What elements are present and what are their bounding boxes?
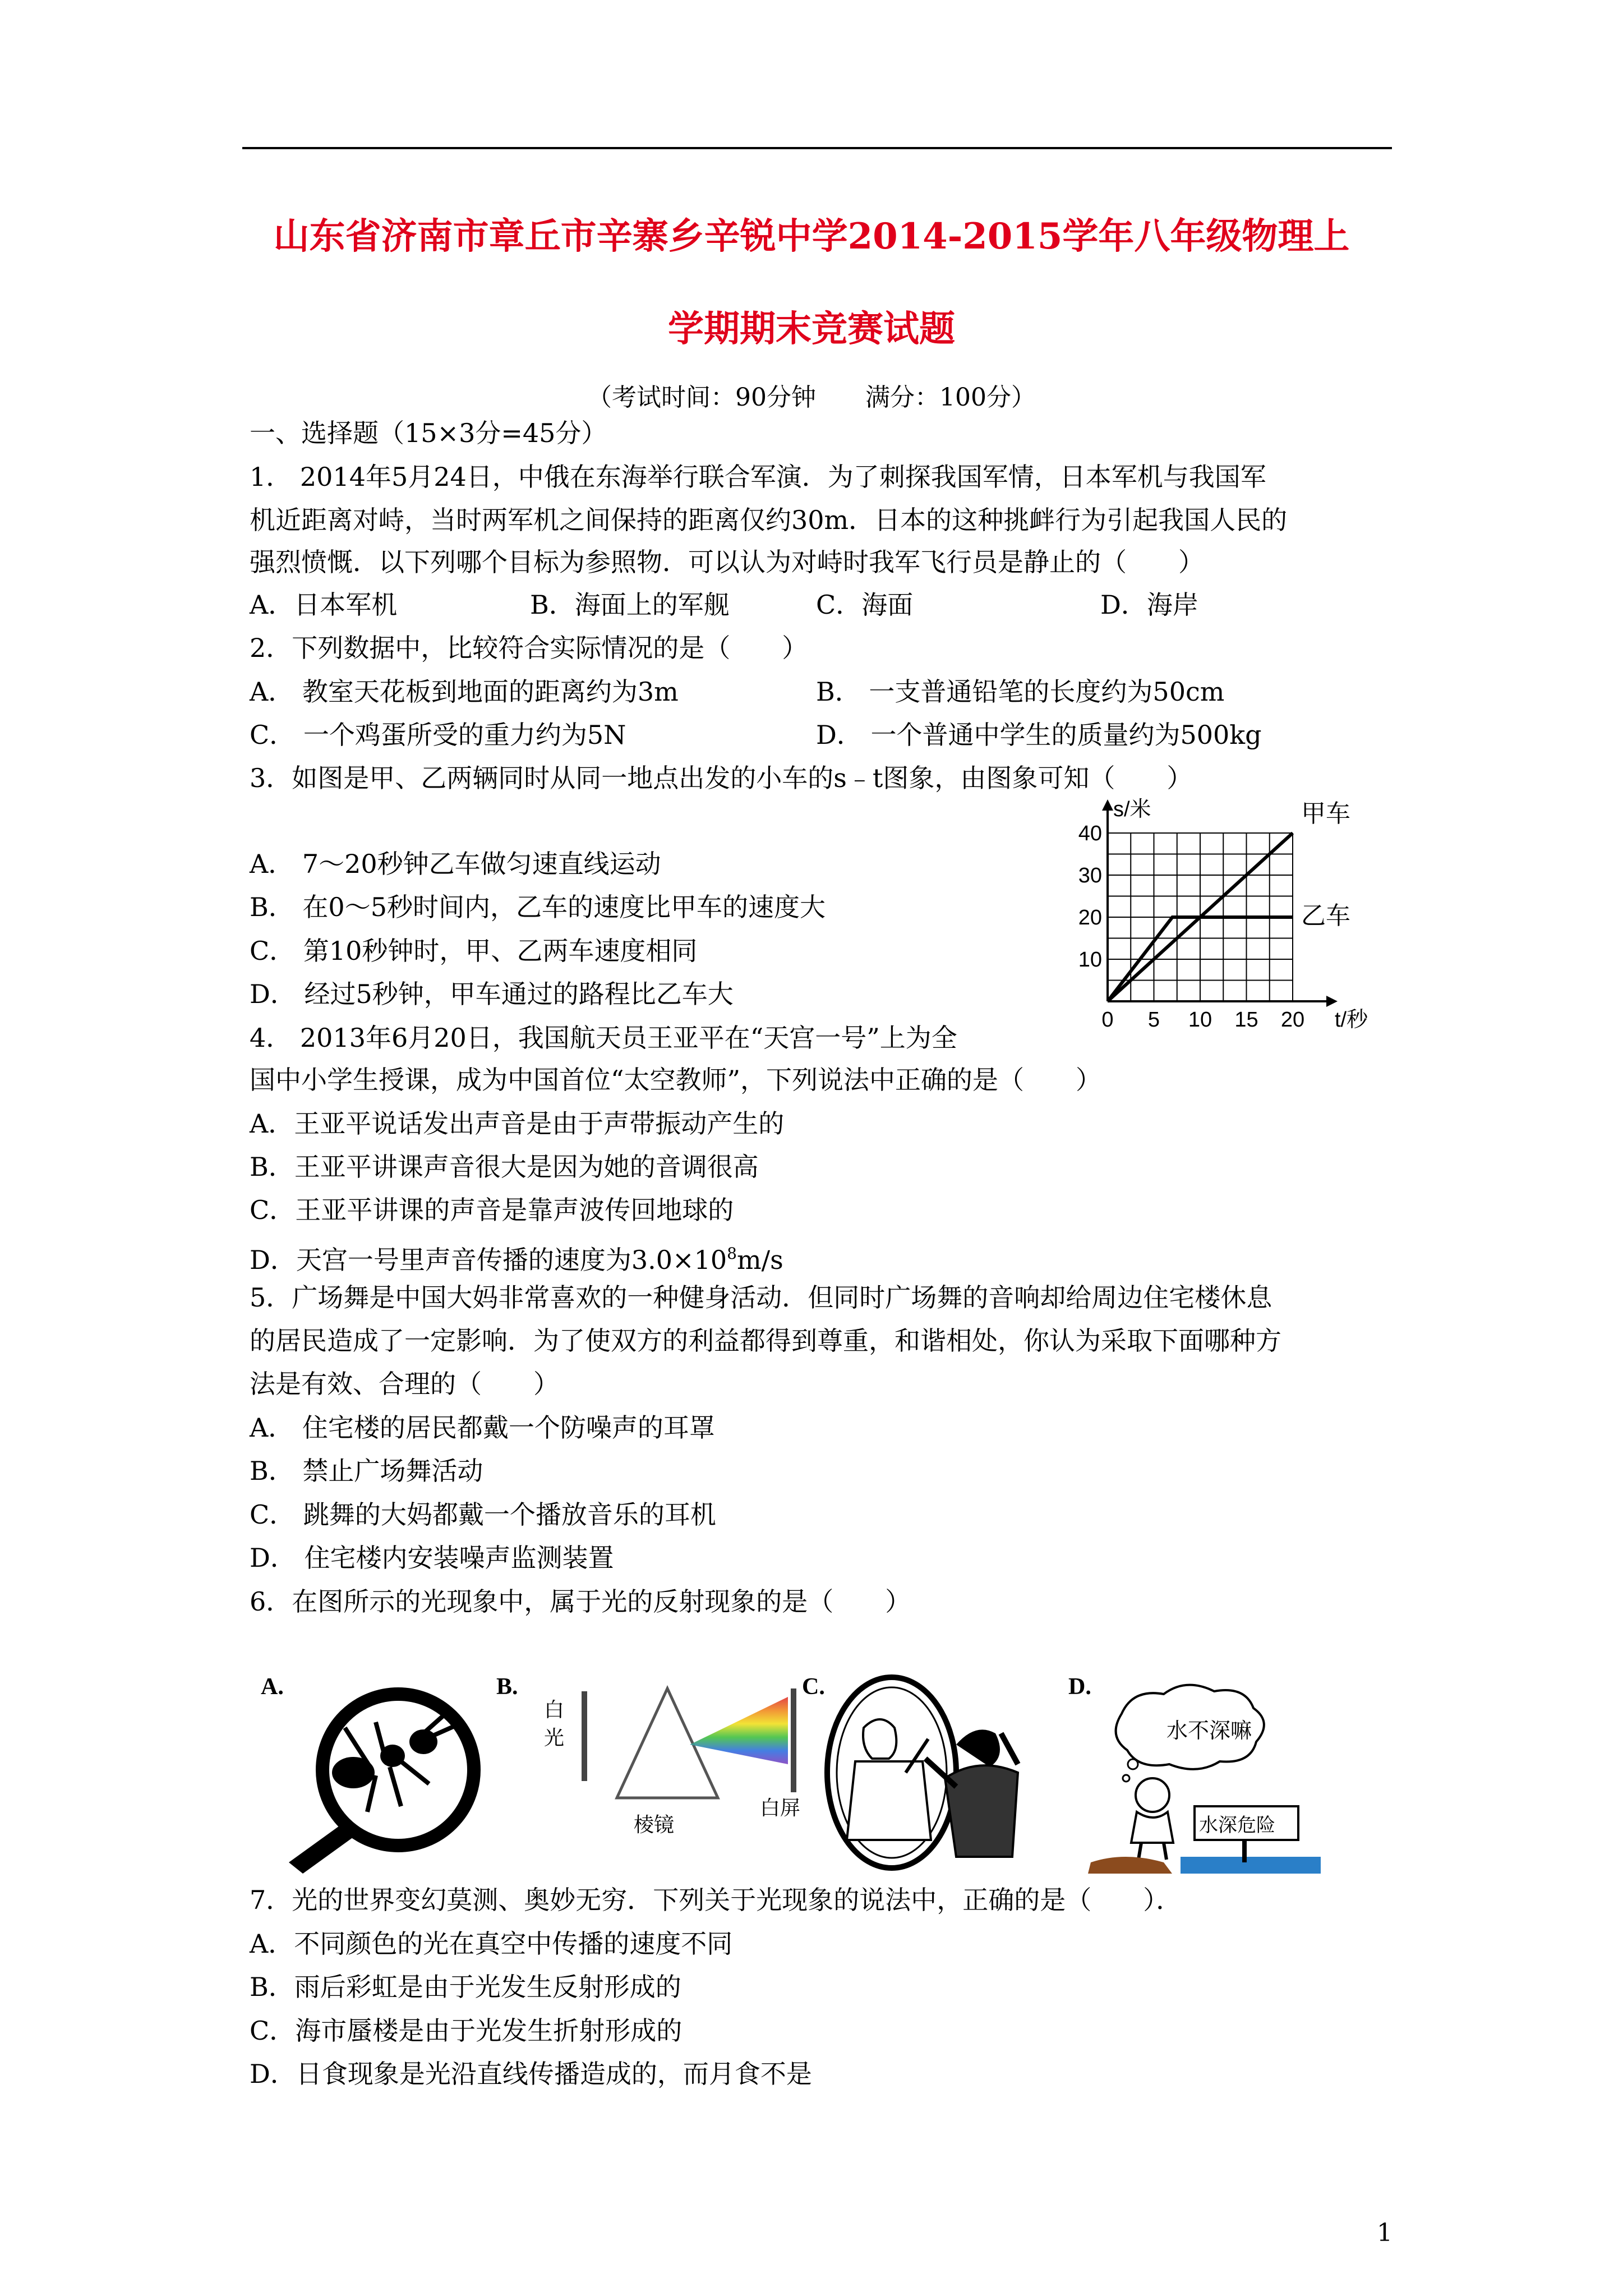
q1-option-c: C．海面 <box>816 590 914 620</box>
q2-option-a: A． 教室天花板到地面的距离约为3m <box>250 677 679 707</box>
q4-option-c: C．王亚平讲课的声音是靠声波传回地球的 <box>250 1195 734 1225</box>
q4-option-d <box>250 1237 783 1277</box>
q1-line1: 1． 2014年5月24日，中俄在东海举行联合军演．为了刺探我国军情，日本军机与我国军 <box>250 462 1266 492</box>
q4-line2: 国中小学生授课，成为中国首位“太空教师”，下列说法中正确的是（ ） <box>250 1065 1102 1095</box>
speech-bubble-text: 水不深嘛 <box>1166 1718 1252 1743</box>
q1-line2: 机近距离对峙，当时两军机之间保持的距离仅约30m．日本的这种挑衅行为引起我国人民的 <box>250 505 1288 535</box>
series-label-1: 甲车 <box>1301 800 1350 827</box>
q3-option-a: A． 7～20秒钟乙车做匀速直线运动 <box>250 849 661 879</box>
section-heading: 一、选择题（15×3分=45分） <box>250 418 607 448</box>
x-axis-arrow <box>1326 996 1338 1007</box>
q3-option-d: D． 经过5秒钟，甲车通过的路程比乙车大 <box>250 979 734 1009</box>
y-axis-arrow <box>1102 799 1113 811</box>
page-title-line1: 山东省济南市章丘市辛寨乡辛锐中学2014-2015学年八年级物理上 <box>273 215 1350 257</box>
q3-stem: 3．如图是甲、乙两辆同时从同一地点出发的小车的s﹣t图象，由图象可知（ ） <box>250 763 1193 793</box>
q1-line3: 强烈愤慨．以下列哪个目标为参照物．可以认为对峙时我军飞行员是静止的（ ） <box>250 547 1204 577</box>
fig-label-b: B. <box>496 1674 518 1700</box>
q2-option-c: C． 一个鸡蛋所受的重力约为5N <box>250 720 626 750</box>
q2-stem: 2．下列数据中，比较符合实际情况的是（ ） <box>250 633 808 663</box>
mirror-reflection-image <box>827 1677 1018 1868</box>
prism-dispersion-image <box>582 1688 796 1798</box>
fig-label-d: D. <box>1068 1674 1091 1700</box>
q6-stem: 6．在图所示的光现象中，属于光的反射现象的是（ ） <box>250 1586 911 1617</box>
q4-option-b: B．王亚平讲课声音很大是因为她的音调很高 <box>250 1152 759 1182</box>
q3-option-b: B． 在0～5秒时间内，乙车的速度比甲车的速度大 <box>250 892 826 922</box>
white-light-label-2: 光 <box>544 1727 565 1750</box>
q1-option-b: B．海面上的军舰 <box>530 590 730 620</box>
q1-option-a: A．日本军机 <box>250 590 398 620</box>
q7-option-d: D．日食现象是光沿直线传播造成的，而月食不是 <box>250 2059 812 2089</box>
exam-info: （考试时间：90分钟 满分：100分） <box>587 383 1036 412</box>
fig-label-a: A. <box>261 1674 284 1700</box>
warning-sign-text: 水深危险 <box>1199 1814 1275 1837</box>
q7-option-a: A．不同颜色的光在真空中传播的速度不同 <box>250 1929 733 1959</box>
q3-option-c: C． 第10秒钟时，甲、乙两车速度相同 <box>250 936 698 966</box>
q5-option-a: A． 住宅楼的居民都戴一个防噪声的耳罩 <box>250 1412 715 1443</box>
q4-line1: 4． 2013年6月20日，我国航天员王亚平在“天宫一号”上为全 <box>250 1023 957 1053</box>
page-number: 1 <box>1377 2219 1393 2247</box>
q4-option-a: A．王亚平说话发出声音是由于声带振动产生的 <box>250 1108 785 1139</box>
q5-line1: 5．广场舞是中国大妈非常喜欢的一种健身活动．但同时广场舞的音响却给周边住宅楼休息 <box>250 1282 1272 1313</box>
x-tick-label: 10 <box>1188 1008 1212 1032</box>
page-title-line2: 学期期末竞赛试题 <box>668 308 955 350</box>
white-light-label-1: 白 <box>544 1699 565 1722</box>
y-tick-label: 10 <box>1078 948 1102 972</box>
y-tick-label: 20 <box>1078 906 1102 930</box>
water-depth-image <box>1088 1685 1321 1874</box>
x-tick-label: 20 <box>1280 1008 1305 1032</box>
x-axis-label: t/秒 <box>1335 1008 1368 1032</box>
q7-option-b: B．雨后彩虹是由于光发生反射形成的 <box>250 1972 681 2002</box>
q4-option-d-unit: m/s <box>736 1245 783 1275</box>
st-graph <box>1077 798 1391 1038</box>
prism-label: 棱镜 <box>634 1814 675 1837</box>
q5-option-d: D． 住宅楼内安装噪声监测装置 <box>250 1543 614 1573</box>
q7-option-c: C．海市蜃楼是由于光发生折射形成的 <box>250 2016 683 2046</box>
q4-option-d-exponent: 8 <box>727 1244 737 1263</box>
q2-option-d: D． 一个普通中学生的质量约为500kg <box>816 720 1262 750</box>
series-label-2: 乙车 <box>1301 902 1350 930</box>
q1-option-d: D．海岸 <box>1100 590 1198 620</box>
x-tick-label: 15 <box>1234 1008 1258 1032</box>
q5-option-b: B． 禁止广场舞活动 <box>250 1456 483 1486</box>
q7-stem: 7．光的世界变幻莫测、奥妙无穷．下列关于光现象的说法中，正确的是（ ）． <box>250 1885 1182 1915</box>
q5-line2: 的居民造成了一定影响．为了使双方的利益都得到尊重，和谐相处，你认为采取下面哪种方 <box>250 1326 1281 1356</box>
light-phenomena-figure <box>255 1666 1321 1874</box>
q4-option-d-text: D．天宫一号里声音传播的速度为3.0×10 <box>250 1245 727 1275</box>
x-tick-label: 0 <box>1101 1008 1114 1032</box>
q5-line3: 法是有效、合理的（ ） <box>250 1369 559 1399</box>
header-rule <box>242 147 1392 149</box>
y-tick-label: 30 <box>1078 864 1102 887</box>
q5-option-c: C． 跳舞的大妈都戴一个播放音乐的耳机 <box>250 1499 716 1530</box>
magnifier-ant-image <box>289 1694 474 1874</box>
y-tick-label: 40 <box>1078 822 1102 845</box>
screen-label: 白屏 <box>760 1797 801 1820</box>
y-axis-label: s/米 <box>1113 798 1151 821</box>
fig-label-c: C. <box>802 1674 825 1700</box>
q2-option-b: B． 一支普通铅笔的长度约为50cm <box>816 677 1225 707</box>
x-tick-label: 5 <box>1147 1008 1160 1032</box>
